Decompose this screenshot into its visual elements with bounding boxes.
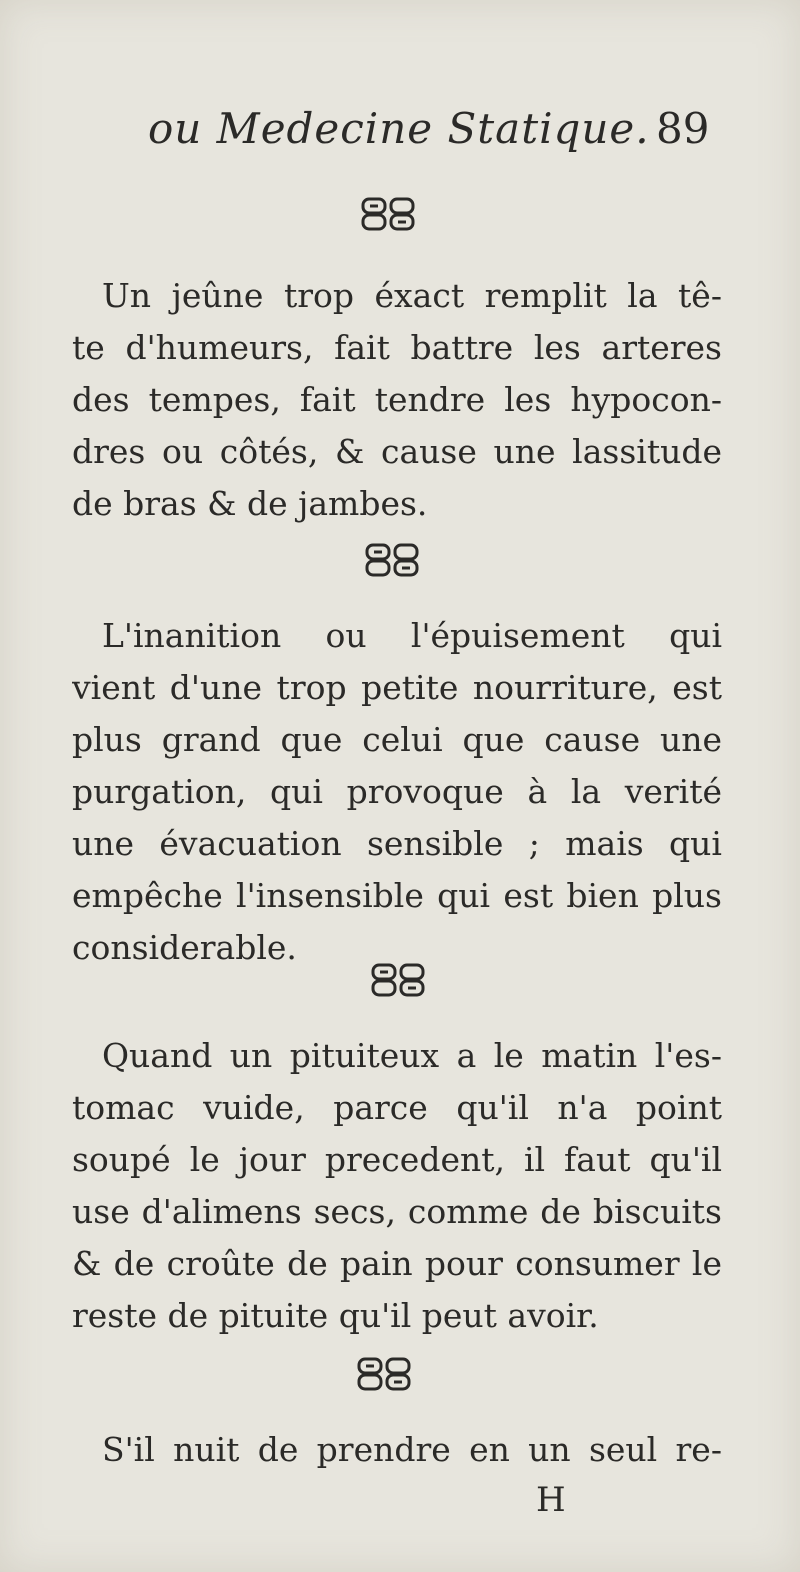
double-knot-ornament-icon	[356, 1356, 412, 1392]
text-line: & de croûte de pain pour consumer le	[72, 1244, 722, 1283]
text-line: empêche l'insensible qui est bien plus	[72, 876, 722, 915]
paragraph-4	[72, 1424, 722, 1476]
text-line: des tempes, fait tendre les hypocon-	[72, 380, 722, 419]
page-number: 89	[656, 104, 710, 153]
text-line: purgation, qui provoque à la verité	[72, 772, 722, 811]
signature-mark: H	[536, 1480, 568, 1520]
text-line: soupé le jour precedent, il faut qu'il	[72, 1140, 722, 1179]
paragraph-1	[72, 270, 722, 530]
text-line: S'il nuit de prendre en un seul re-	[102, 1430, 722, 1469]
text-line: considerable.	[72, 928, 297, 967]
text-line: L'inanition ou l'épuisement qui	[102, 616, 722, 655]
text-line: Quand un pituiteux a le matin l'es-	[102, 1036, 722, 1075]
running-head: ou Medecine Statique.	[148, 104, 650, 153]
text-line: vient d'une trop petite nourriture, est	[72, 668, 722, 707]
double-knot-ornament-icon	[364, 542, 420, 578]
double-knot-ornament-icon	[360, 196, 416, 232]
text-line: plus grand que celui que cause une	[72, 720, 722, 759]
text-line: use d'alimens secs, comme de biscuits	[72, 1192, 722, 1231]
text-line: une évacuation sensible ; mais qui	[72, 824, 722, 863]
text-line: tomac vuide, parce qu'il n'a point	[72, 1088, 722, 1127]
paragraph-3	[72, 1030, 722, 1342]
text-line: Un jeûne trop éxact remplit la tê-	[102, 276, 722, 315]
double-knot-ornament-icon	[370, 962, 426, 998]
text-line: te d'humeurs, fait battre les arteres	[72, 328, 722, 367]
text-line: de bras & de jambes.	[72, 484, 428, 523]
paragraph-2	[72, 610, 722, 974]
text-line: dres ou côtés, & cause une lassitude	[72, 432, 722, 471]
text-line: reste de pituite qu'il peut avoir.	[72, 1296, 599, 1335]
